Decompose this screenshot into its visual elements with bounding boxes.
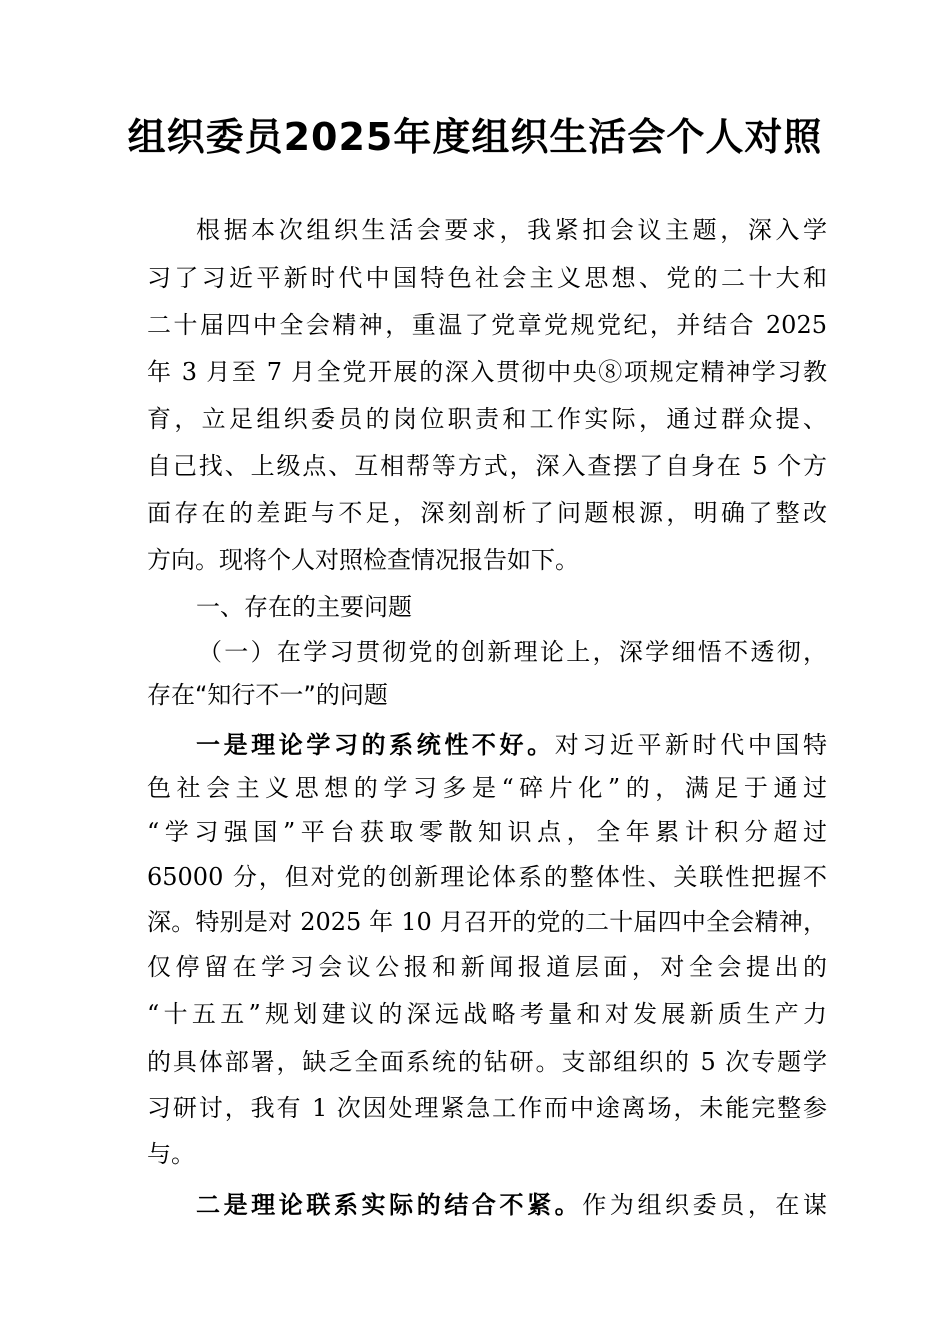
point-1-line: 色社会主义思想的学习多是“碎片化”的，满足于通过: [147, 774, 827, 802]
point-1-line: “十五五”规划建议的深远战略考量和对发展新质生产力: [147, 1000, 827, 1028]
subsection-heading-line: 存在“知行不一”的问题: [147, 681, 388, 709]
intro-line: 自己找、上级点、互相帮等方式，深入查摆了自身在 5 个方: [147, 452, 827, 480]
subsection-heading-line: （一）在学习贯彻党的创新理论上，深学细悟不透彻，: [198, 638, 827, 666]
intro-line: 二十届四中全会精神，重温了党章党规党纪，并结合 2025: [147, 311, 827, 339]
document-title: 组织委员2025年度组织生活会个人对照: [127, 115, 823, 159]
intro-line: 年 3 月至 7 月全党开展的深入贯彻中央⑧项规定精神学习教: [147, 358, 827, 386]
point-1-line: 深。特别是对 2025 年 10 月召开的党的二十届四中全会精神，: [147, 908, 827, 936]
point-1-first-line: [196, 723, 827, 767]
point-1-lead: 一是理论学习的系统性不好。: [196, 731, 555, 759]
point-1-line: 的具体部署，缺乏全面系统的钻研。支部组织的 5 次专题学: [147, 1048, 827, 1076]
point-2-first-line: [196, 1183, 827, 1227]
point-1-line: 仅停留在学习会议公报和新闻报道层面，对全会提出的: [147, 953, 827, 981]
point-1-line: “学习强国”平台获取零散知识点，全年累计积分超过: [147, 818, 827, 846]
intro-line: 根据本次组织生活会要求，我紧扣会议主题，深入学: [196, 216, 827, 244]
point-1-line: 习研讨，我有 1 次因处理紧急工作而中途离场，未能完整参: [147, 1094, 827, 1122]
intro-line: 习了习近平新时代中国特色社会主义思想、党的二十大和: [147, 264, 827, 292]
intro-line: 方向。现将个人对照检查情况报告如下。: [147, 546, 579, 574]
intro-line: 面存在的差距与不足，深刻剖析了问题根源，明确了整改: [147, 499, 827, 527]
intro-line: 育，立足组织委员的岗位职责和工作实际，通过群众提、: [147, 405, 827, 433]
point-2-first-rest: 作为组织委员，在谋: [582, 1191, 828, 1219]
point-1-first-rest: 对习近平新时代中国特: [554, 731, 828, 759]
point-1-line: 65000 分，但对党的创新理论体系的整体性、关联性把握不: [147, 863, 827, 891]
point-2-lead: 二是理论联系实际的结合不紧。: [196, 1191, 583, 1219]
point-1-line: 与。: [147, 1140, 195, 1168]
section-heading: 一、存在的主要问题: [196, 593, 412, 621]
